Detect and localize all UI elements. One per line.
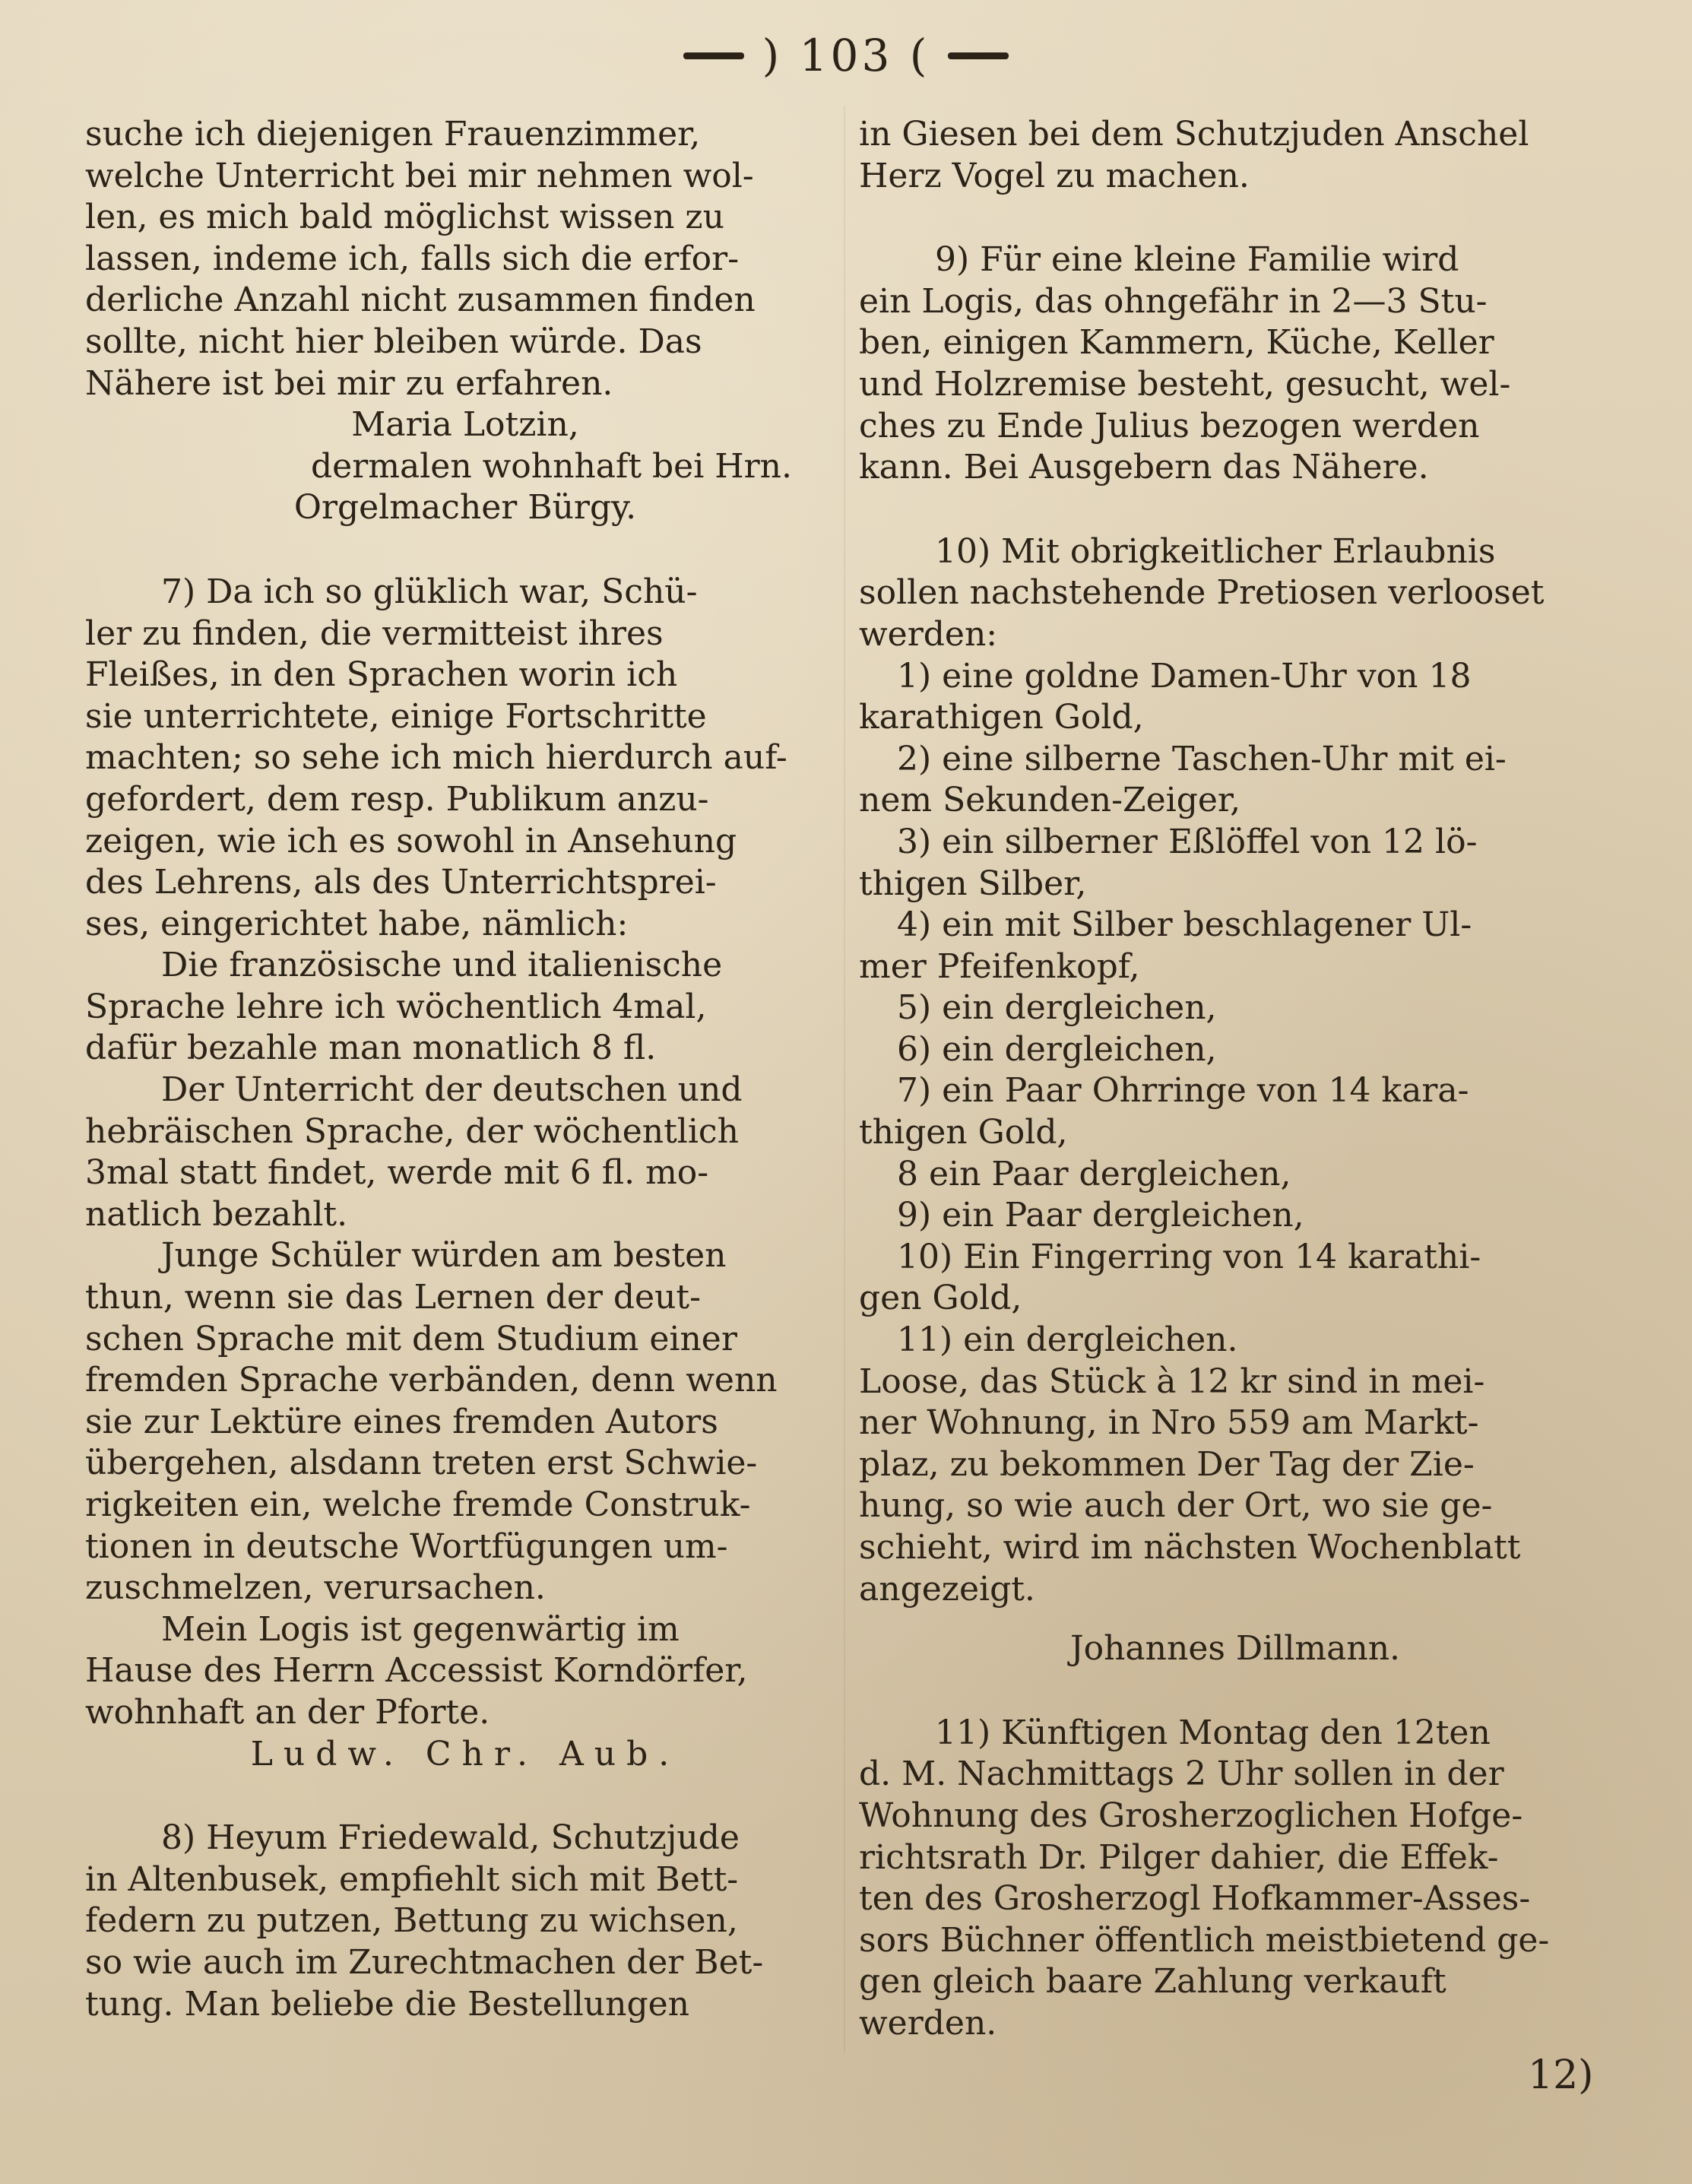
text-line: fremden Sprache verbänden, denn wenn: [85, 1361, 778, 1400]
spacer: [85, 1775, 845, 1818]
text-line: Fleißes, in den Sprachen worin ich: [85, 655, 678, 695]
text-line: ein Logis, das ohngefähr in 2—3 Stu-: [859, 281, 1488, 321]
catchword: 12): [1528, 2052, 1594, 2098]
text-line: zeigen, wie ich es sowohl in Ansehung: [85, 821, 737, 861]
list-item: 11) ein dergleichen.: [897, 1320, 1238, 1360]
text-line: len, es mich bald möglichst wissen zu: [85, 198, 724, 237]
page-header: [0, 14, 1692, 97]
text-line: plaz, zu bekommen Der Tag der Zie-: [859, 1444, 1475, 1484]
text-line: richtsrath Dr. Pilger dahier, die Effek-: [859, 1837, 1499, 1877]
text-line: machten; so sehe ich mich hierdurch auf-: [85, 738, 787, 778]
list-item: 2) eine silberne Taschen-Uhr mit ei-: [897, 739, 1507, 778]
text-line: in Giesen bei dem Schutzjuden Anschel: [859, 115, 1529, 154]
text-line: Nähere ist bei mir zu erfahren.: [85, 363, 613, 403]
list-item: 8 ein Paar dergleichen,: [897, 1154, 1291, 1193]
notice-7: [85, 572, 845, 1775]
notice-8-continuation: [859, 114, 1611, 197]
text-line: natlich bezahlt.: [85, 1194, 348, 1234]
signature-address: Orgelmacher Bürgy.: [293, 488, 637, 528]
text-line: dafür bezahle man monatlich 8 fl.: [85, 1029, 657, 1068]
text-line: sie unterrichtete, einige Fortschritte: [85, 696, 707, 736]
text-line: hebräischen Sprache, der wöchentlich: [85, 1111, 739, 1151]
text-line: Mein Logis ist gegenwärtig im: [161, 1609, 680, 1649]
text-line: federn zu putzen, Bettung zu wichsen,: [85, 1901, 738, 1941]
text-line: ben, einigen Kammern, Küche, Keller: [859, 323, 1494, 363]
text-line: zuschmelzen, verursachen.: [85, 1568, 546, 1608]
text-line: gen gleich baare Zahlung verkauft: [859, 1962, 1446, 2002]
text-line: sollte, nicht hier bleiben würde. Das: [85, 322, 702, 361]
text-line: 3mal statt findet, werde mit 6 fl. mo-: [85, 1153, 709, 1193]
text-line: ler zu finden, die vermitteist ihres: [85, 613, 664, 653]
page-number: ) 103 (: [762, 30, 930, 81]
text-line: sie zur Lektüre eines fremden Autors: [85, 1402, 718, 1441]
text-line: sors Büchner öffentlich meistbietend ge-: [859, 1920, 1550, 1960]
text-line: und Holzremise besteht, gesucht, wel-: [859, 364, 1511, 404]
text-line: ner Wohnung, in Nro 559 am Markt-: [859, 1403, 1479, 1443]
list-item: 5) ein dergleichen,: [897, 988, 1217, 1028]
header-rule-right: [948, 52, 1009, 59]
list-item-cont: mer Pfeifenkopf,: [859, 946, 1140, 986]
text-line: rigkeiten ein, welche fremde Construk-: [85, 1485, 751, 1524]
spacer: [859, 1670, 1611, 1713]
text-line: 9) Für eine kleine Familie wird: [935, 240, 1459, 280]
left-column: [85, 114, 845, 2025]
text-line: lassen, indeme ich, falls sich die erfor-: [85, 239, 740, 278]
text-line: 8) Heyum Friedewald, Schutzjude: [161, 1818, 740, 1858]
right-column: [859, 114, 1611, 2045]
text-line: kann. Bei Ausgebern das Nähere.: [859, 448, 1429, 487]
text-line: sollen nachstehende Pretiosen verlooset: [859, 573, 1545, 613]
list-item-cont: thigen Silber,: [859, 864, 1087, 903]
list-item: 4) ein mit Silber beschlagener Ul-: [897, 905, 1472, 945]
signature-name: Ludw. Chr. Aub.: [250, 1734, 680, 1774]
signature-name: Maria Lotzin,: [351, 405, 579, 445]
text-line: ten des Grosherzogl Hofkammer-Asses-: [859, 1879, 1531, 1919]
notice-10: [859, 531, 1611, 1670]
lottery-list: [859, 656, 1611, 1361]
text-line: so wie auch im Zurechtmachen der Bet-: [85, 1942, 764, 1982]
text-line: Wohnung des Grosherzoglichen Hofge-: [859, 1796, 1523, 1835]
text-line: des Lehrens, als des Unterrichtsprei-: [85, 863, 717, 902]
list-item: 7) ein Paar Ohrringe von 14 kara-: [897, 1071, 1469, 1111]
text-line: werden.: [859, 2003, 997, 2043]
list-item: 1) eine goldne Damen-Uhr von 18: [897, 656, 1472, 696]
list-item-cont: gen Gold,: [859, 1279, 1022, 1318]
text-line: übergehen, alsdann treten erst Schwie-: [85, 1444, 758, 1483]
list-item-cont: thigen Gold,: [859, 1113, 1068, 1152]
list-item: 6) ein dergleichen,: [897, 1029, 1217, 1069]
text-line: Herz Vogel zu machen.: [859, 156, 1250, 195]
text-line: schen Sprache mit dem Studium einer: [85, 1319, 737, 1358]
header-rule-left: [683, 52, 744, 59]
text-line: ses, eingerichtet habe, nämlich:: [85, 904, 629, 943]
text-line: 11) Künftigen Montag den 12ten: [935, 1713, 1491, 1752]
text-line: 10) Mit obrigkeitlicher Erlaubnis: [935, 531, 1496, 571]
text-line: Sprache lehre ich wöchentlich 4mal,: [85, 987, 707, 1026]
list-item-cont: karathigen Gold,: [859, 698, 1144, 737]
text-line: ches zu Ende Julius bezogen werden: [859, 406, 1480, 445]
text-line: angezeigt.: [859, 1569, 1035, 1609]
text-line: wohnhaft an der Pforte.: [85, 1692, 490, 1732]
text-line: tung. Man beliebe die Bestellungen: [85, 1984, 689, 2024]
text-line: tionen in deutsche Wortfügungen um-: [85, 1526, 728, 1566]
text-line: Die französische und italienische: [161, 946, 723, 985]
text-line: d. M. Nachmittags 2 Uhr sollen in der: [859, 1754, 1504, 1794]
text-line: suche ich diejenigen Frauenzimmer,: [85, 115, 701, 154]
text-line: Hause des Herrn Accessist Korndörfer,: [85, 1651, 748, 1691]
text-line: schieht, wird im nächsten Wochenblatt: [859, 1528, 1521, 1567]
list-item: 9) ein Paar dergleichen,: [897, 1196, 1304, 1235]
text-line: welche Unterricht bei mir nehmen wol-: [85, 156, 754, 195]
notice-9: [859, 239, 1611, 489]
list-item: 10) Ein Fingerring von 14 karathi-: [897, 1237, 1481, 1276]
spacer: [859, 489, 1611, 531]
text-line: in Altenbusek, empfiehlt sich mit Bett-: [85, 1859, 739, 1899]
notice-8: [85, 1818, 845, 2025]
notice-11: [859, 1713, 1611, 2045]
text-line: Loose, das Stück à 12 kr sind in mei-: [859, 1361, 1485, 1401]
text-line: derliche Anzahl nicht zusammen finden: [85, 281, 756, 320]
text-line: Junge Schüler würden am besten: [161, 1236, 727, 1276]
notice-6-continuation: [85, 114, 845, 529]
signature-name: Johannes Dillmann.: [1069, 1629, 1401, 1669]
spacer: [859, 197, 1611, 239]
text-line: hung, so wie auch der Ort, wo sie ge-: [859, 1486, 1493, 1526]
spacer: [859, 1610, 1611, 1628]
list-item-cont: nem Sekunden-Zeiger,: [859, 781, 1241, 820]
text-line: werden:: [859, 614, 998, 654]
text-line: gefordert, dem resp. Publikum anzu-: [85, 779, 709, 819]
text-line: thun, wenn sie das Lernen der deut-: [85, 1278, 701, 1317]
signature-address: dermalen wohnhaft bei Hrn.: [311, 446, 792, 486]
text-line: 7) Da ich so glüklich war, Schü-: [161, 572, 698, 611]
text-line: Der Unterricht der deutschen und: [161, 1070, 743, 1110]
spacer: [85, 529, 845, 572]
list-item: 3) ein silberner Eßlöffel von 12 lö-: [897, 822, 1478, 861]
